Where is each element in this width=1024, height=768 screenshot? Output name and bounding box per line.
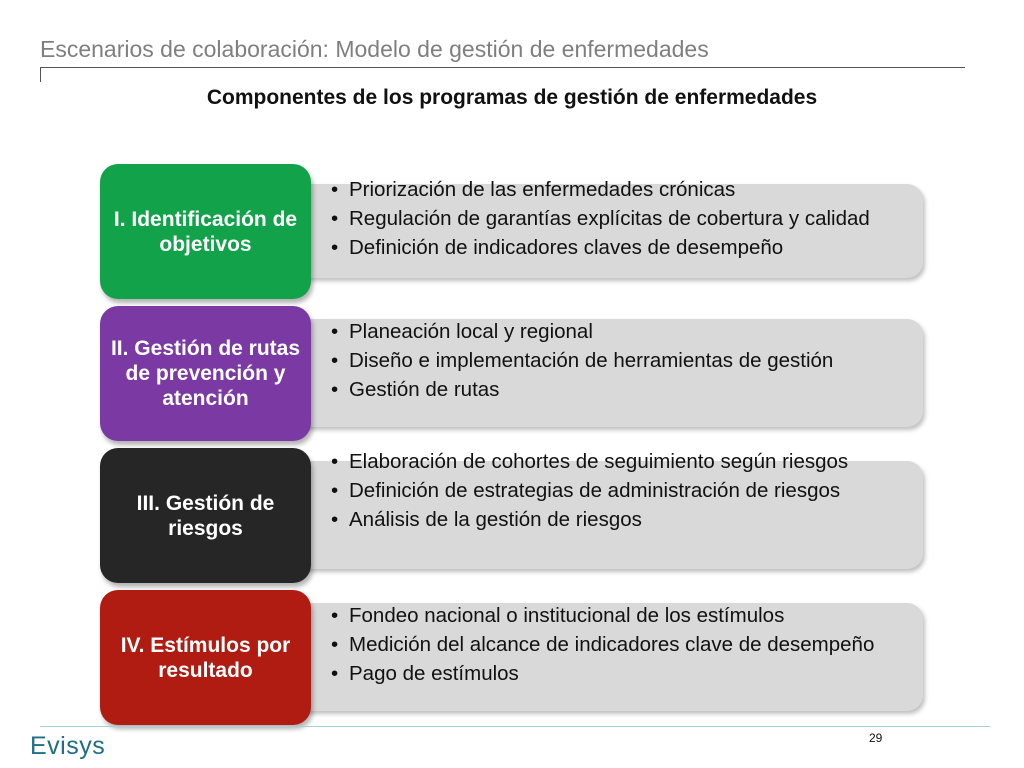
- component-bullets-4: [329, 604, 889, 691]
- component-bullets-1: [329, 178, 889, 265]
- bullet-item: • Gestión de rutas: [329, 378, 889, 402]
- component-bullets-3: [329, 450, 889, 537]
- component-label: II. Gestión de rutas de prevención y atención: [110, 337, 301, 410]
- component-label: I. Identificación de objetivos: [113, 207, 298, 256]
- footer-divider: [40, 726, 990, 727]
- page-number: 29: [869, 731, 883, 745]
- bullet-item: • Definición de indicadores claves de desempeño: [329, 236, 889, 260]
- title-tick: [40, 67, 41, 82]
- slide-title: Escenarios de colaboración: Modelo de gestión de enfermedades: [40, 36, 709, 62]
- bullet-item: • Diseño e implementación de herramientas de gestión: [329, 349, 889, 373]
- component-bullets-2: [329, 320, 889, 407]
- bullet-item: • Planeación local y regional: [329, 320, 889, 344]
- bullet-item: • Regulación de garantías explícitas de cobertura y calidad: [329, 207, 889, 231]
- component-card-rutas: [100, 306, 311, 441]
- component-card-identificacion: [100, 164, 311, 299]
- evisys-logo: [30, 732, 105, 761]
- logo-text: Evisys: [30, 732, 106, 760]
- component-card-riesgos: [100, 448, 311, 583]
- component-label: IV. Estímulos por resultado: [120, 633, 291, 682]
- bullet-item: • Pago de estímulos: [329, 662, 889, 686]
- component-card-estimulos: [100, 590, 311, 725]
- component-label: III. Gestión de riesgos: [136, 491, 275, 540]
- bullet-item: • Análisis de la gestión de riesgos: [329, 508, 889, 532]
- bullet-item: • Priorización de las enfermedades crónicas: [329, 178, 889, 202]
- bullet-item: • Elaboración de cohortes de seguimiento según riesgos: [329, 450, 889, 474]
- bullet-item: • Medición del alcance de indicadores clave de desempeño: [329, 633, 889, 657]
- title-divider: [40, 67, 965, 68]
- bullet-item: • Definición de estrategias de administración de riesgos: [329, 479, 889, 503]
- bullet-item: • Fondeo nacional o institucional de los estímulos: [329, 604, 889, 628]
- slide-subtitle: Componentes de los programas de gestión de enfermedades: [206, 86, 818, 109]
